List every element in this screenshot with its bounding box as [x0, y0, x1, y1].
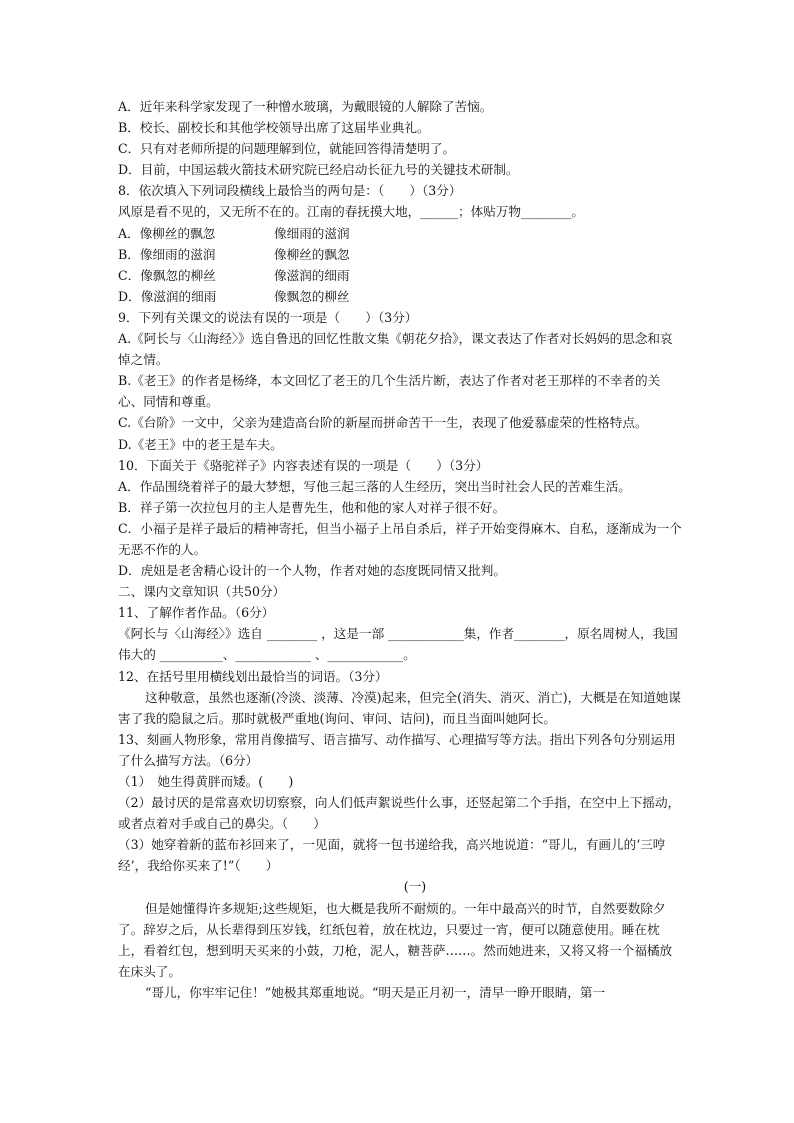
q10-option-b: B．祥子第一次拉包月的主人是曹先生，他和他的家人对祥子很不好。: [118, 499, 506, 515]
q11-body: 《阿长与〈山海经〉》选自 ________ ，这是一部 ____________集，作者________，原名周树人，我国伟大的 __________、____________ 、____________。: [118, 626, 678, 663]
q7-option-b: B．校长、副校长和其他学校领导出席了这届毕业典礼。: [118, 120, 430, 136]
q8-stem: 8．依次填入下列词段横线上最恰当的两句是：（ ）（3分）: [118, 183, 462, 199]
reading-section-mark: (一): [403, 879, 427, 895]
q7-option-c: C．只有对老师所提的问题理解到位，就能回答得清楚明了。: [118, 141, 456, 157]
q10-option-d: D．虎妞是老舍精心设计的一个人物，作者对她的态度既同情又批判。: [118, 563, 506, 579]
q9-option-d: D.《老王》中的老王是车夫。: [118, 436, 283, 452]
q9-option-c: C.《台阶》一文中，父亲为建造高台阶的新屋而拼命苦干一生，表现了他爱慕虚荣的性格特点。: [118, 415, 648, 431]
q9-option-b: B.《老王》的作者是杨绛，本文回忆了老王的几个生活片断，表达了作者对老王那样的不幸者的关心、同情和尊重。: [118, 373, 661, 410]
q8-option-d-first: D．像滋润的细雨: [118, 288, 217, 304]
q8-option-d-second: 像飘忽的柳丝: [274, 288, 350, 304]
q13-sentence-2: （2）最讨厌的是常喜欢切切察察，向人们低声絮说些什么事，还竖起第二个手指，在空中上下摇动，或者点着对手或自己的鼻尖。（ ）: [118, 795, 681, 832]
q8-passage: 风原是看不见的，又无所不在的。江南的春抚摸大地，______；体贴万物________。: [118, 204, 584, 220]
exam-page: [118, 96, 684, 1003]
q12-body: 这种敬意，虽然也逐渐(冷淡、淡薄、冷漠)起来，但完全(消失、消灭、消亡)，大概是在知道她谋害了我的隐鼠之后。那时就极严重地(询问、审问、诘问)，而且当面叫她阿长。: [118, 689, 681, 726]
q10-option-c: C．小福子是祥子最后的精神寄托，但当小福子上吊自杀后，祥子开始变得麻木、自私，逐渐成为一个无恶不作的人。: [118, 520, 682, 557]
q8-option-b-second: 像柳丝的飘忽: [274, 246, 350, 262]
q8-option-a-second: 像细雨的滋润: [274, 225, 350, 241]
q8-option-c-first: C．像飘忽的柳丝: [118, 267, 216, 283]
q13-stem: 13、刻画人物形象，常用肖像描写、语言描写、动作描写、心理描写等方法。指出下列各句分别运用了什么描写方法。（6分）: [118, 731, 676, 768]
q7-option-a: A．近年来科学家发现了一种憎水玻璃，为戴眼镜的人解除了苦恼。: [118, 99, 493, 114]
q8-option-b: [118, 244, 684, 265]
q13-sentence-1: （1） 她生得黄胖而矮。( ): [118, 774, 294, 789]
q13-sentence-3: （3）她穿着新的蓝布衫回来了，一见面，就将一包书递给我，高兴地说道：“哥儿，有画儿的‘三哼经’，我给你买来了!”（ ）: [118, 837, 666, 874]
q8-option-a-first: A．像柳丝的飘忽: [118, 225, 216, 241]
q7-option-d: D．目前，中国运载火箭技术研究院已经启动长征九号的关键技术研制。: [118, 162, 519, 178]
q8-option-d: [118, 286, 684, 307]
q12-stem: 12、在括号里用横线划出最恰当的词语。（3分）: [118, 668, 388, 684]
q10-stem: 10．下面关于《骆驼祥子》内容表述有误的一项是（ ）（3分）: [118, 457, 489, 473]
q8-option-c: [118, 265, 684, 286]
passage-paragraph-1: 但是她懂得许多规矩;这些规矩，也大概是我所不耐烦的。一年中最高兴的时节，自然要数除夕了。辞岁之后，从长辈得到压岁钱，红纸包着，放在枕边，只要过一宵，便可以随意使用。睡在枕上，看着红包，想到明天买来的小鼓，刀枪，泥人，糖菩萨……。然而她进来，又将又将一个福橘放在床头了。: [118, 900, 673, 979]
q11-stem: 11、了解作者作品。（6分）: [118, 605, 275, 621]
q8-option-a: [118, 223, 684, 244]
q9-stem: 9．下列有关课文的说法有误的一项是（ ）（3分）: [118, 309, 418, 325]
section-2-heading: 二、课内文章知识（共50分）: [118, 584, 286, 600]
q8-option-c-second: 像滋润的细雨: [274, 267, 350, 283]
q9-option-a: A.《阿长与〈山海经〉》选自鲁迅的回忆性散文集《朝花夕拾》，课文表达了作者对长妈妈的思念和哀悼之情。: [118, 331, 673, 368]
q8-option-b-first: B．像细雨的滋润: [118, 246, 216, 262]
passage-paragraph-2: “哥儿，你牢牢记住！”她极其郑重地说。“明天是正月初一，清早一睁开眼睛，第一: [145, 984, 606, 1000]
q10-option-a: A．作品围绕着祥子的最大梦想，写他三起三落的人生经历，突出当时社会人民的苦难生活。: [118, 478, 631, 494]
